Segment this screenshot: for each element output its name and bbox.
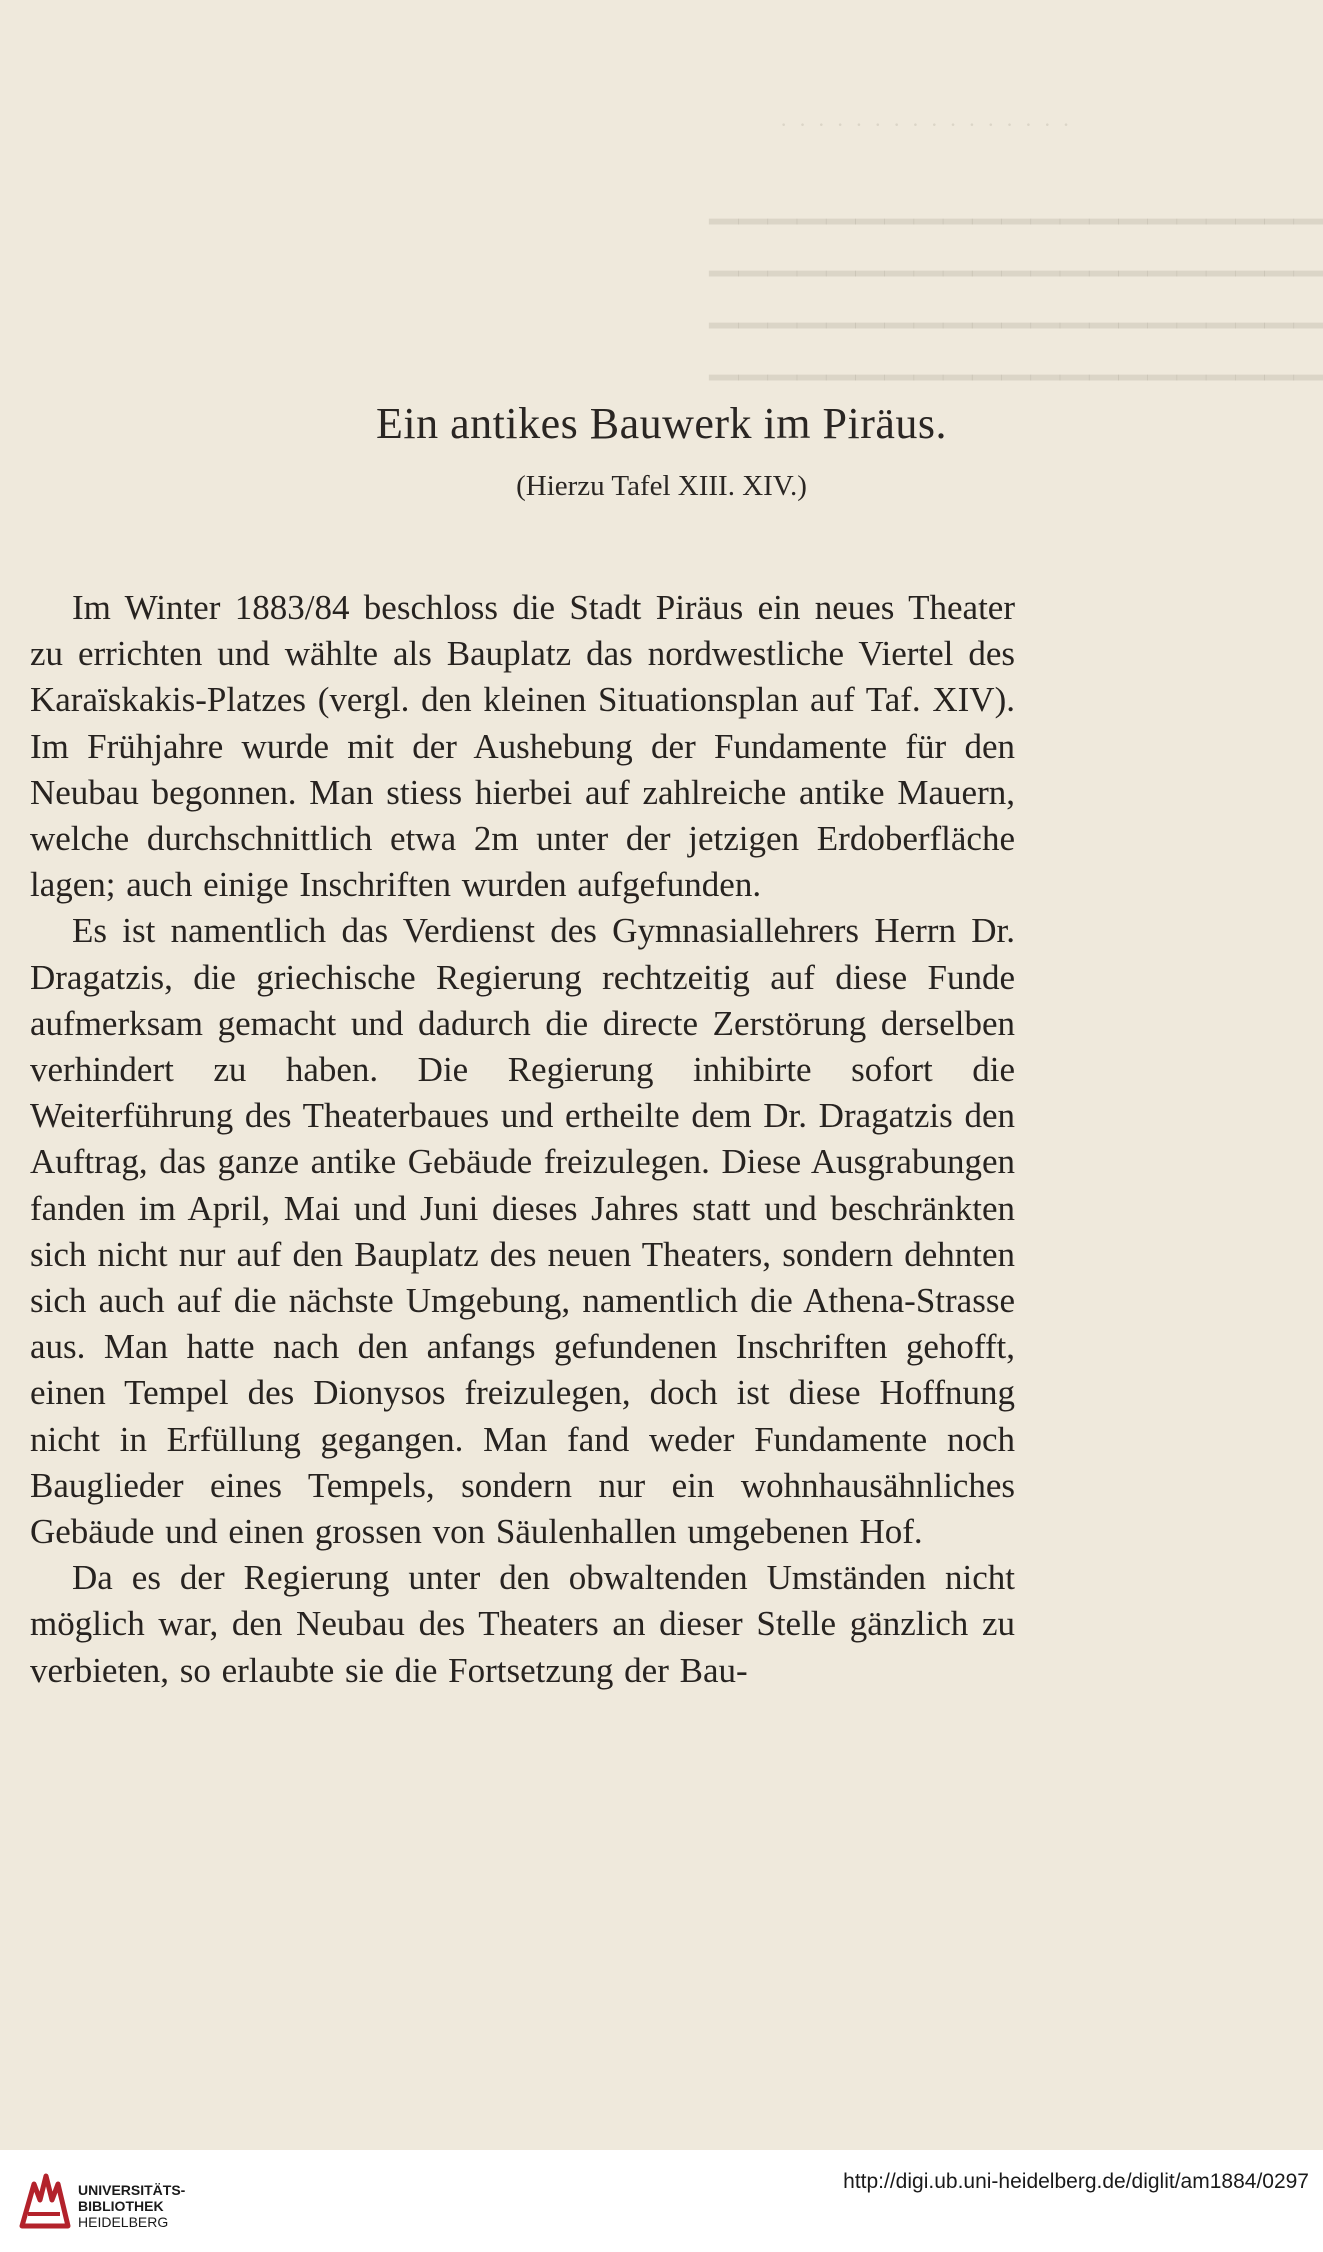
paragraph: Es ist namentlich das Verdienst des Gymnasiallehrers Herrn Dr. Dragatzis, die griechische Regierung rechtzeitig auf diese Funde aufmerksam gemacht und dadurch die directe Zerstörung derselben verhindert zu haben. Die Regierung inhibirte sofort die Weiterführung des Theaterbaues und ertheilte dem Dr. Dragatzis den Auftrag, das ganze antike Gebäude freizulegen. Diese Ausgrabungen fanden im April, Mai und Juni dieses Jahres statt und beschränkten sich nicht nur auf den Bauplatz des neuen Theaters, sondern dehnten sich auch auf die nächste Umgebung, namentlich die Athena-Strasse aus. Man hatte nach den anfangs gefundenen Inschriften gehofft, einen Tempel des Dionysos freizulegen, doch ist diese Hoffnung nicht in Erfüllung gegangen. Man fand weder Fundamente noch Bauglieder eines Tempels, sondern nur ein wohnhausähnliches Gebäude und einen grossen von Säulenhallen umgebenen Hof. (30, 911, 1015, 1552)
library-name (78, 2182, 185, 2230)
bleed-through-header: · · · · · · · · · · · · · · · · (780, 112, 1073, 137)
article-title: Ein antikes Bauwerk im Piräus. (375, 399, 947, 448)
paragraph: Im Winter 1883/84 beschloss die Stadt Piräus ein neues Theater zu errichten und wählte als Bauplatz das nordwestliche Viertel des Karaïskakis-Platzes (vergl. den kleinen Situationsplan auf Taf. XIV). Im Frühjahre wurde mit der Aushebung der Fundamente für den Neubau begonnen. Man stiess hierbei auf zahlreiche antike Mauern, welche durchschnittlich etwa 2m unter der jetzigen Erdoberfläche lagen; auch einige Inschriften wurden aufgefunden. (30, 588, 1015, 905)
bleed-through-line: ▁▁▁▁▁▁▁▁▁▁▁▁▁▁▁▁▁▁▁▁▁ (709, 182, 1323, 224)
library-name-line: HEIDELBERG (78, 2214, 169, 2230)
article-body (30, 585, 1015, 1694)
paragraph: Da es der Regierung unter den obwaltenden Umständen nicht möglich war, den Neubau des Theaters an dieser Stelle gänzlich zu verbieten, so erlaubte sie die Fortsetzung der Bau- (30, 1558, 1015, 1690)
footer-bar (0, 2150, 1323, 2252)
bleed-through-line: ▁▁▁▁▁▁▁▁▁▁▁▁▁▁▁▁▁▁▁▁▁ (709, 338, 1323, 380)
bleed-through-line: ▁▁▁▁▁▁▁▁▁▁▁▁▁▁▁▁▁▁▁▁▁ (709, 286, 1323, 328)
library-name-line: BIBLIOTHEK (78, 2198, 164, 2214)
university-library-logo-icon (14, 2166, 74, 2236)
library-name-line: UNIVERSITÄTS- (78, 2182, 186, 2198)
article-subtitle: (Hierzu Tafel XIII. XIV.) (516, 470, 807, 502)
source-url-link[interactable]: http://digi.ub.uni-heidelberg.de/diglit/am1884/0297 (843, 2170, 1309, 2193)
bleed-through-line: ▁▁▁▁▁▁▁▁▁▁▁▁▁▁▁▁▁▁▁▁▁ (709, 234, 1323, 276)
